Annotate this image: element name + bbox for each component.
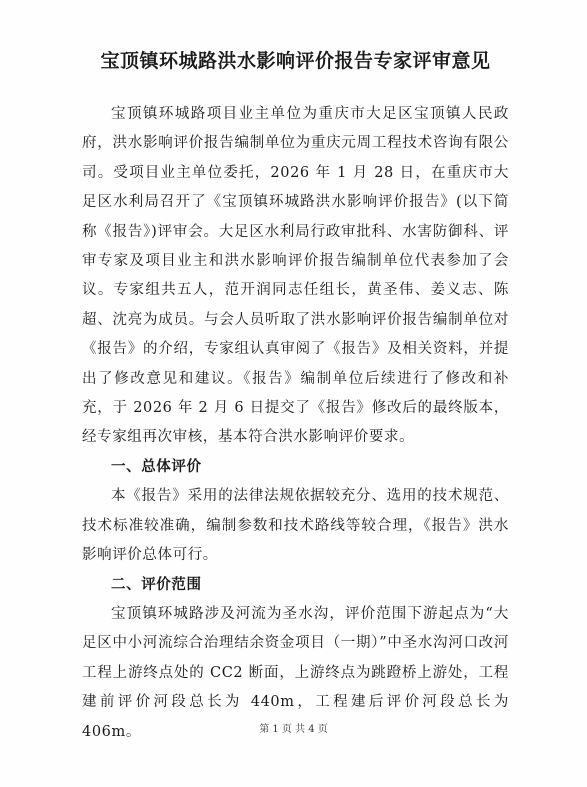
section-heading-scope: 二、评价范围 [111,576,202,593]
intro-paragraph: 宝顶镇环城路项目业主单位为重庆市大足区宝顶镇人民政府，洪水影响评价报告编制单位为重庆元周工程技术咨询有限公司。受项目业主单位委托，2026 年 1 月 28 日，在重庆市大足区水利局召开了《宝顶镇环城路洪水影响评价报告》(以下简称《报告》)评审会。大足区水利局行政审批科、水害防御科、评审专家及项目业主和洪水影响评价报告编制单位代表参加了会议。专家组共五人，范开润同志任组长，黄圣伟、姜义志、陈超、沈亮为成员。与会人员听取了洪水影响评价报告编制单位对《报告》的介绍，专家组认真审阅了《报告》及相关资料，并提出了修改意见和建议。《报告》编制单位后续进行了修改和补充，于 2026 年 2 月 6 日提交了《报告》修改后的最终版本，经专家组再次审核，基本符合洪水影响评价要求。 [82,106,509,446]
section-text-overall: 本《报告》采用的法律法规依据较充分、选用的技术规范、技术标准较准确，编制参数和技术路线等较合理，《报告》洪水影响评价总体可行。 [82,488,509,564]
section-text-scope: 宝顶镇环城路涉及河流为圣水沟，评价范围下游起点为“大足区中小河流综合治理结余资金项目（一期）”中圣水沟河口改河工程上游终点处的 CC2 断面，上游终点为跳蹬桥上游处，工程建前评价河段总长为 440m，工程建后评价河段总长为 406m。 [82,605,509,740]
section-heading-overall: 一、总体评价 [111,458,202,475]
page-number: 第 1 页 共 4 页 [259,724,328,735]
document-title: 宝顶镇环城路洪水影响评价报告专家评审意见 [100,50,491,72]
